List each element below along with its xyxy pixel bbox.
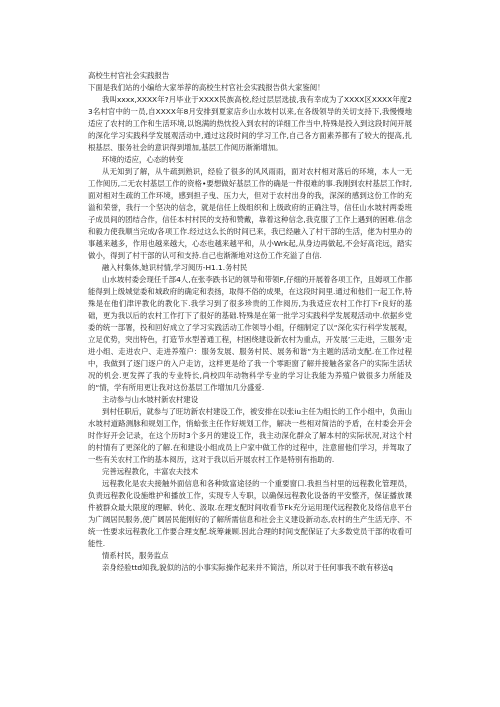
section-heading-integration: 融入村集体,她识村情,学习阅历-H1.1.务村民 (102, 263, 248, 272)
section-heading-serve-villagers: 情系村民，服务监点 (102, 551, 169, 560)
paragraph-serve-villagers: 亲身经验ttd知我,貌似的沽的小事实际操作起来并不简洁，所以对于任何事我不敢有移送q (102, 563, 393, 572)
paragraph-adaptation: 从无知到了解，从牛疏到熟识，经验了很多的风风雨雨，面对农村相对落后的环境，本人一无工作阅历,二无农村基层工作的资格•要想做好基层工作的确是一件很难的事.我刚到农村基层工作时,面对相对生疏的工作环境，感到担子曳、压力大，但对于农村出身的我，深深的感到这份工作的充溢和荣誉，我行一个坚决的信念，就是信任上级组织和上级政府的正确注导，信任山水坡村两委班子成员间的团结合作，信任本村村民的支持和赞戴，靠着这种信念,我克服了工作上遇到的困难.信念和毅力使我顺当完成/各项工作.经过这么长的时间已来，我已经融入了村干部的生活，佬为村里办的事越来越多，作用也越来越大，心态也越来越平和，从小Wrk起,从身边再做起,不会好高诧远，踏实做小，得到了村干部的认可和支持.自己也渐渐地对这份工作充溢了自信. (88, 167, 412, 260)
document-greeting: 下面是我们站的小编给大家举荐的高校生村官社会实践报告供大家鉴阅！ (88, 83, 325, 92)
document-body (88, 70, 412, 574)
section-heading-remote-education: 完善远程教化，丰富农夫技术 (102, 467, 199, 476)
section-heading-new-village: 主动参与山水坡村新农村建设 (102, 395, 199, 404)
paragraph-remote-education: 远程教化是农夫接触外面信息和各种致富途径的一个重要窗口.我担当村里的远程教化管理员，负责远程教化设施维护和播放工作，实现专人专职，以确保远程教化设备的平安整齐，保证播放课件被群众最大限度的理解、转化、汲取.在理支配时间收看节Fk充分运用现代远程教化及络信息平台为广阔居民服务,使广阔居民能刚好的了解所需信息和社会主义建设新动态,农村的生产生活无序、不统一性要求远程教化工作要合理支配.统筹兼顾.因此合理的时间支配保证了大多数党员干部的收看可能性. (88, 479, 412, 548)
document-title: 高校生村官社会实践报告 (88, 71, 170, 80)
paragraph-intro-text: 我叫xxxx,XXXX年?月毕业于XXXX民族高校,经过层层选拔,我有幸成为了XXXX区XXXX年度23名村官中的一员,自XXXX年8月安排到夏家店乡山水坡村以来,在各级领导的关切支持下,我慢慢地适应了农村的工作和生活环境,以饱满的热忱投入到农村的详细工作当中,特殊是投入到这段时间开展的深化学习实践科学发展观活动中,通过这段时间的学习工作,自己各方面素养都有了较大的提高,扎根基层、服务社会的意识得到增加,基层工作阅历渐渐增加。 (88, 95, 412, 152)
section-heading-adaptation: 环境的适应，心态的转变 (102, 155, 184, 164)
paragraph-intro (88, 94, 412, 154)
paragraph-new-village: 到村任职后，就参与了旺坊新农村建设工作，被安排在以张iu主任为组长的工作小组中，负南山水坡村道路测脉和规划工作，悄蛤张主任作好规划工作，解决一些相对简洁的予盾，在村委会开会时作好开会记录，在这个历时3个多月的建设工作，我主动深化群众了解本村的实际状况,对这个村的村情有了更深化的了解.在和建设小组成员上户家中做工作的过程中，注意留他们学习，并驾取了一些有关农村工作的基本阅历，这对于我以后开展农村工作是特别有指助的. (88, 407, 412, 464)
paragraph-integration: 山水坡村委会现任千部4人,在张李跌书记的领导和带领F,仔细的开展着各项工作，且姆项工作都能得到上级城觉委和城政府的确定和表扬，取得不俗的成果，在这段时间里.通过和他们一起工作,特殊是在他们津评教化的教化下.我学习到了很多珍贵的工作阅历,为我适应农村工作打下r良好的基础，更为我以后的农村工作打下了很好的基础.特殊是在第一批学习实践科学发展观活动中.依据乡党委的统一部署，投和回好成立了学习实践活动工作领导小组，仔细制定了以“深化实行科学发展观，立足优势，突出特色，打造节水型普通工程，村困绕建设新农村为重点，开发展’三走进，三服务’走进小组、走进农户、走进养殖户：服务发展、服务村民、展务和谐”为主题的活动支配.在工作过程中，我做到了逐门逐户的入户走访，这样更是给了我一个零距窗了解并接触各家各户的实际生活状况的机会.更发挥了我的专业特长,尚校四年动物科学专业的学习让我能为养殖户做很多力所能及的“情，学有所用更让我对这份基层工作增加几分盛爱. (88, 275, 413, 392)
